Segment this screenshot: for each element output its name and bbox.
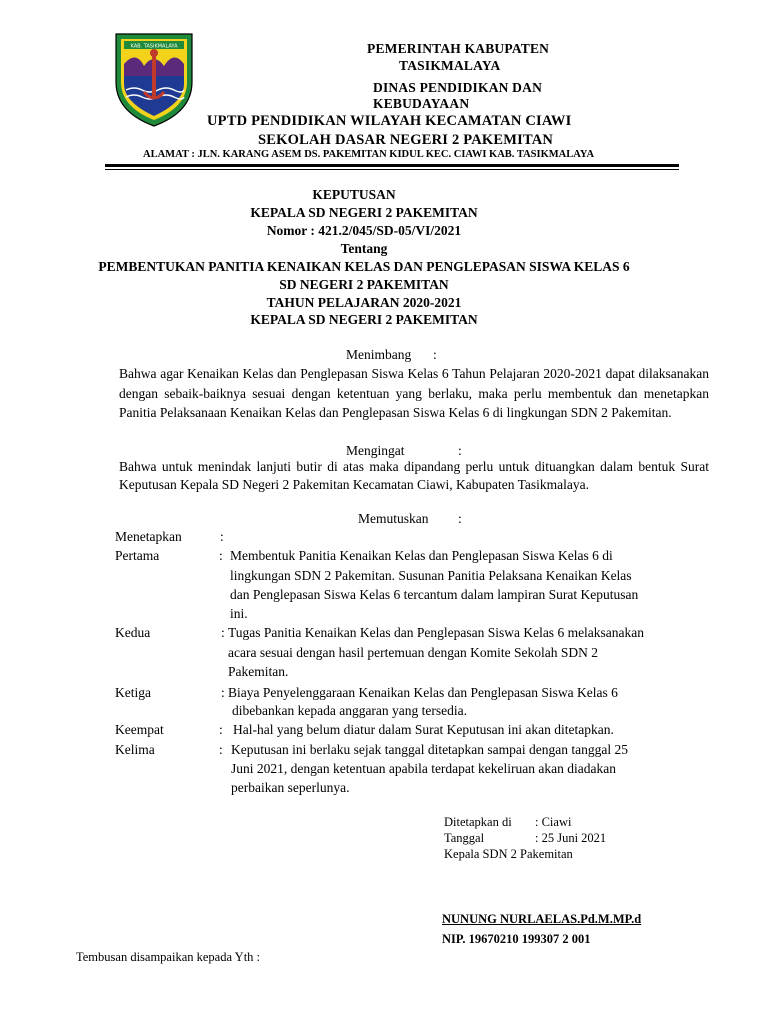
establish-label: Menetapkan	[115, 529, 182, 544]
signature-date-label: Tanggal	[444, 831, 485, 845]
copy-to: Tembusan disampaikan kepada Yth :	[76, 950, 261, 964]
item-colon: :	[219, 742, 223, 757]
signatory-name: NUNUNG NURLAELAS.Pd.M.MP.d	[442, 912, 642, 926]
letterhead-divider-thick	[105, 164, 679, 167]
letterhead-line-1: PEMERINTAH KABUPATEN	[367, 41, 550, 56]
item-colon: :	[219, 548, 223, 563]
considering-text: Bahwa agar Kenaikan Kelas dan Penglepasan Siswa Kelas 6 Tahun Pelajaran 2020-2021 dapat dilaksanakan dengan sebaik-baiknya sesuai dengan ketentuan yang berlaku, maka perlu membentuk dan menetapkan Panitia Pelaksanaan Kenaikan Kelas dan Penglepasan Siswa Kelas 6 di lingkungan SDN 2 Pakemitan.	[119, 366, 709, 420]
item-line: Keputusan ini berlaku sejak tanggal ditetapkan sampai dengan tanggal 25	[231, 742, 629, 757]
recalling-text: Bahwa untuk menindak lanjuti butir di atas maka dipandang perlu untuk dituangkan dalam bentuk Surat Keputusan Kepala SD Negeri 2 Pakemitan Kecamatan Ciawi, Kabupaten Tasikmalaya.	[119, 459, 709, 492]
signatory-nip: NIP. 19670210 199307 2 001	[442, 932, 591, 946]
letterhead-line-3: DINAS PENDIDIKAN DAN	[373, 80, 543, 95]
item-line: ini.	[230, 606, 248, 621]
item-line: Tugas Panitia Kenaikan Kelas dan Penglepasan Siswa Kelas 6 melaksanakan	[228, 625, 645, 640]
item-line: lingkungan SDN 2 Pakemitan. Susunan Panitia Pelaksana Kenaikan Kelas	[230, 568, 632, 583]
logo-lettering: KAB. TASIKMALAYA	[130, 43, 178, 50]
signature-place-value: : Ciawi	[535, 815, 572, 829]
item-colon: :	[221, 685, 225, 700]
decree-issuer: KEPALA SD NEGERI 2 PAKEMITAN	[250, 205, 478, 220]
signature-position: Kepala SDN 2 Pakemitan	[444, 847, 573, 861]
item-colon: :	[221, 625, 225, 640]
item-label: Pertama	[115, 548, 160, 563]
signature-date-value: : 25 Juni 2021	[535, 831, 607, 845]
item-line: dibebankan kepada anggaran yang tersedia.	[232, 703, 468, 718]
item-line: Membentuk Panitia Kenaikan Kelas dan Penglepasan Siswa Kelas 6 di	[230, 548, 613, 563]
item-line: Biaya Penyelenggaraan Kenaikan Kelas dan Penglepasan Siswa Kelas 6	[228, 685, 618, 700]
letterhead-line-4: KEBUDAYAAN	[373, 96, 470, 111]
decree-subject-1: PEMBENTUKAN PANITIA KENAIKAN KELAS DAN PENGLEPASAN SISWA KELAS 6	[98, 259, 630, 274]
letterhead-line-5: UPTD PENDIDIKAN WILAYAH KECAMATAN CIAWI	[207, 113, 572, 129]
decree-title: KEPUTUSAN	[312, 187, 396, 202]
item-line: Juni 2021, dengan ketentuan apabila terdapat kekeliruan akan diadakan	[231, 761, 616, 776]
recalling-heading: Mengingat	[346, 443, 405, 458]
item-label: Kelima	[115, 742, 155, 757]
item-label: Keempat	[115, 722, 164, 737]
deciding-colon: :	[458, 511, 462, 526]
item-label: Kedua	[115, 625, 151, 640]
decree-subject-4: KEPALA SD NEGERI 2 PAKEMITAN	[250, 312, 478, 327]
decree-about: Tentang	[340, 241, 388, 256]
school-name: SEKOLAH DASAR NEGERI 2 PAKEMITAN	[258, 132, 554, 148]
deciding-heading: Memutuskan	[358, 511, 429, 526]
item-line: Hal-hal yang belum diatur dalam Surat Keputusan ini akan ditetapkan.	[233, 722, 614, 737]
tasikmalaya-regency-logo	[110, 30, 198, 128]
school-address: ALAMAT : JLN. KARANG ASEM DS. PAKEMITAN KIDUL KEC. CIAWI KAB. TASIKMALAYA	[143, 149, 595, 160]
decree-subject-2: SD NEGERI 2 PAKEMITAN	[279, 277, 449, 292]
item-label: Ketiga	[115, 685, 151, 700]
item-line: Pakemitan.	[228, 664, 289, 679]
item-line: acara sesuai dengan hasil pertemuan dengan Komite Sekolah SDN 2	[228, 645, 599, 660]
decree-subject-3: TAHUN PELAJARAN 2020-2021	[266, 295, 462, 310]
establish-colon: :	[220, 529, 224, 544]
signature-place-label: Ditetapkan di	[444, 815, 512, 829]
considering-heading: Menimbang	[346, 347, 412, 362]
item-line: dan Penglepasan Siswa Kelas 6 tercantum dalam lampiran Surat Keputusan	[230, 587, 639, 602]
letterhead-divider-thin	[105, 169, 679, 170]
decree-number: Nomor : 421.2/045/SD-05/VI/2021	[266, 223, 462, 238]
recalling-colon: :	[458, 443, 462, 458]
item-colon: :	[219, 722, 223, 737]
letterhead-line-2: TASIKMALAYA	[399, 58, 501, 73]
item-line: perbaikan seperlunya.	[231, 780, 350, 795]
considering-colon: :	[433, 347, 437, 362]
